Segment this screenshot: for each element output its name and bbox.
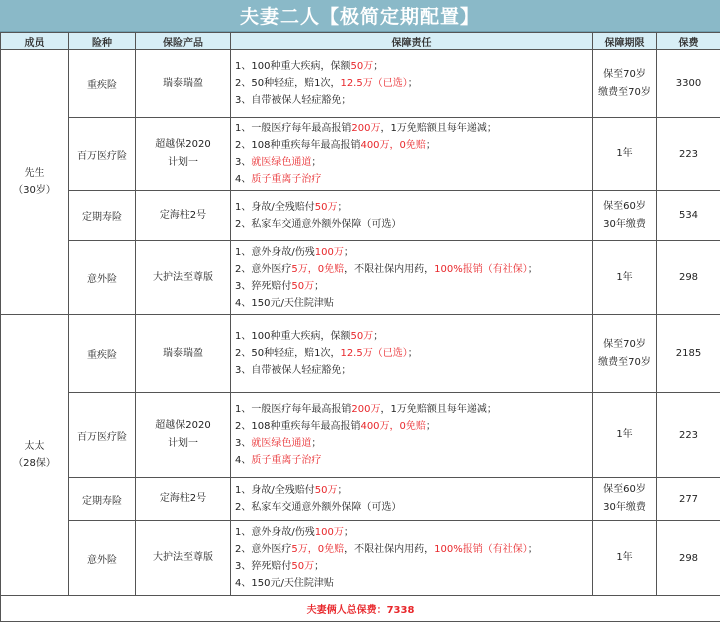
duty-text: 2、意外医疗	[235, 544, 291, 555]
duty-text: 4、	[235, 174, 251, 185]
highlight-text: 200万	[351, 123, 380, 134]
duty-text: 2、108种重疾每年最高报销	[235, 421, 360, 432]
duty-line	[235, 137, 588, 154]
term-line: 保至60岁	[593, 198, 656, 216]
duty-text: ；	[344, 247, 354, 258]
product-name	[136, 393, 231, 478]
insurance-type: 意外险	[69, 241, 136, 315]
highlight-text: 12.5万（已选）	[340, 348, 407, 359]
table-row	[1, 478, 720, 521]
highlight-text: 400万，0免赔	[360, 140, 425, 151]
col-header-duty: 保障责任	[231, 33, 593, 50]
duty-line	[235, 575, 588, 592]
insurance-type: 百万医疗险	[69, 393, 136, 478]
highlight-text: 100%报销（有社保）	[434, 264, 528, 275]
coverage-duty	[231, 241, 593, 315]
duty-text: 3、	[235, 438, 251, 449]
duty-line	[235, 541, 588, 558]
product-name: 大护法至尊版	[136, 521, 231, 596]
premium-value: 223	[657, 393, 720, 478]
table-row	[1, 50, 720, 118]
coverage-term	[593, 393, 657, 478]
duty-text: ；	[408, 348, 418, 359]
coverage-duty	[231, 50, 593, 118]
duty-line	[235, 524, 588, 541]
duty-text: ；	[426, 140, 436, 151]
page-title: 夫妻二人【极简定期配置】	[0, 0, 720, 32]
term-line: 1年	[593, 145, 656, 163]
duty-text: 1、身故/全残赔付	[235, 485, 315, 496]
coverage-term	[593, 241, 657, 315]
premium-value: 223	[657, 118, 720, 191]
duty-text: ；	[314, 281, 324, 292]
duty-line	[235, 482, 588, 499]
duty-line	[235, 452, 588, 469]
coverage-term	[593, 478, 657, 521]
duty-text: 2、意外医疗	[235, 264, 291, 275]
premium-value: 277	[657, 478, 720, 521]
highlight-text: 200万	[351, 404, 380, 415]
premium-value: 298	[657, 521, 720, 596]
table-row	[1, 315, 720, 393]
product-line: 计划一	[136, 154, 230, 172]
product-name: 定海柱2号	[136, 478, 231, 521]
duty-text: 1、身故/全残赔付	[235, 202, 315, 213]
table-row	[1, 241, 720, 315]
duty-line	[235, 199, 588, 216]
duty-text: 3、自带被保人轻症豁免；	[235, 95, 351, 106]
table-row	[1, 118, 720, 191]
highlight-text: 50万	[350, 61, 373, 72]
table-row	[1, 521, 720, 596]
duty-line	[235, 328, 588, 345]
insurance-type: 定期寿险	[69, 478, 136, 521]
insurance-type: 定期寿险	[69, 191, 136, 241]
product-name: 大护法至尊版	[136, 241, 231, 315]
coverage-term	[593, 118, 657, 191]
duty-line	[235, 216, 588, 233]
term-line: 1年	[593, 549, 656, 567]
product-line: 计划一	[136, 435, 230, 453]
duty-line	[235, 75, 588, 92]
duty-text: 3、自带被保人轻症豁免；	[235, 365, 351, 376]
term-line: 缴费至70岁	[593, 84, 656, 102]
duty-text: 2、私家车交通意外额外保障（可选）	[235, 219, 401, 230]
duty-line	[235, 92, 588, 109]
highlight-text: 50万	[315, 202, 338, 213]
highlight-text: 400万，0免赔	[360, 421, 425, 432]
term-line: 1年	[593, 426, 656, 444]
member-name: 先生	[1, 165, 68, 182]
duty-text: 1、100种重大疾病，保额	[235, 331, 350, 342]
col-header-premium: 保费	[657, 33, 720, 50]
total-row	[1, 596, 720, 622]
highlight-text: 100万	[315, 527, 344, 538]
duty-text: 1、一般医疗每年最高报销	[235, 404, 351, 415]
product-name: 瑞泰瑞盈	[136, 50, 231, 118]
insurance-type: 重疾险	[69, 50, 136, 118]
duty-text: 4、	[235, 455, 251, 466]
term-line: 保至60岁	[593, 481, 656, 499]
duty-line	[235, 435, 588, 452]
coverage-term	[593, 315, 657, 393]
duty-text: 1、意外身故/伤残	[235, 247, 315, 258]
term-line: 保至70岁	[593, 336, 656, 354]
insurance-type: 重疾险	[69, 315, 136, 393]
highlight-text: 质子重离子治疗	[251, 174, 321, 185]
table-row	[1, 393, 720, 478]
coverage-duty	[231, 191, 593, 241]
term-line: 1年	[593, 269, 656, 287]
col-header-product: 保险产品	[136, 33, 231, 50]
duty-line	[235, 295, 588, 312]
product-line: 超越保2020	[136, 417, 230, 435]
highlight-text: 就医绿色通道	[251, 438, 311, 449]
member-cell	[1, 50, 69, 315]
duty-line	[235, 244, 588, 261]
coverage-term	[593, 521, 657, 596]
duty-text: 2、私家车交通意外额外保障（可选）	[235, 502, 401, 513]
duty-line	[235, 418, 588, 435]
coverage-duty	[231, 118, 593, 191]
duty-text: 3、猝死赔付	[235, 561, 291, 572]
member-cell	[1, 315, 69, 596]
duty-text: 1、意外身故/伤残	[235, 527, 315, 538]
highlight-text: 质子重离子治疗	[251, 455, 321, 466]
total-premium: 夫妻俩人总保费：7338	[1, 596, 720, 622]
coverage-term	[593, 191, 657, 241]
col-header-term: 保障期限	[593, 33, 657, 50]
duty-text: ，不限社保内用药，	[344, 544, 434, 555]
duty-text: ，1万免赔额且每年递减；	[380, 404, 496, 415]
term-line: 30年缴费	[593, 216, 656, 234]
duty-line	[235, 120, 588, 137]
duty-text: 4、150元/天住院津贴	[235, 578, 334, 589]
highlight-text: 就医绿色通道	[251, 157, 311, 168]
column-header-row	[1, 33, 720, 50]
premium-value: 2185	[657, 315, 720, 393]
product-name	[136, 118, 231, 191]
term-line: 缴费至70岁	[593, 354, 656, 372]
insurance-type: 意外险	[69, 521, 136, 596]
product-name: 定海柱2号	[136, 191, 231, 241]
member-age: （30岁）	[1, 182, 68, 199]
duty-text: 3、	[235, 157, 251, 168]
duty-text: ，1万免赔额且每年递减；	[380, 123, 496, 134]
duty-line	[235, 261, 588, 278]
highlight-text: 50万	[291, 281, 314, 292]
product-line: 超越保2020	[136, 136, 230, 154]
highlight-text: 50万	[291, 561, 314, 572]
duty-text: 4、150元/天住院津贴	[235, 298, 334, 309]
duty-text: ，不限社保内用药，	[344, 264, 434, 275]
duty-text: ；	[337, 485, 347, 496]
member-name: 太太	[1, 438, 68, 455]
highlight-text: 5万，0免赔	[291, 544, 344, 555]
duty-line	[235, 401, 588, 418]
col-header-type: 险种	[69, 33, 136, 50]
duty-text: 2、108种重疾每年最高报销	[235, 140, 360, 151]
product-name: 瑞泰瑞盈	[136, 315, 231, 393]
coverage-duty	[231, 521, 593, 596]
duty-text: ；	[373, 331, 383, 342]
term-line: 30年缴费	[593, 499, 656, 517]
duty-line	[235, 499, 588, 516]
insurance-type: 百万医疗险	[69, 118, 136, 191]
duty-text: ；	[314, 561, 324, 572]
highlight-text: 50万	[315, 485, 338, 496]
highlight-text: 100%报销（有社保）	[434, 544, 528, 555]
table-row	[1, 191, 720, 241]
duty-line	[235, 278, 588, 295]
duty-text: 3、猝死赔付	[235, 281, 291, 292]
duty-text: ；	[528, 544, 538, 555]
duty-text: ；	[344, 527, 354, 538]
highlight-text: 50万	[350, 331, 373, 342]
highlight-text: 5万，0免赔	[291, 264, 344, 275]
premium-value: 298	[657, 241, 720, 315]
duty-text: ；	[311, 157, 321, 168]
duty-text: 2、50种轻症，赔1次，	[235, 78, 340, 89]
highlight-text: 12.5万（已选）	[340, 78, 407, 89]
premium-value: 534	[657, 191, 720, 241]
duty-text: ；	[373, 61, 383, 72]
coverage-duty	[231, 478, 593, 521]
term-line: 保至70岁	[593, 66, 656, 84]
duty-line	[235, 171, 588, 188]
duty-text: 2、50种轻症，赔1次，	[235, 348, 340, 359]
col-header-member: 成员	[1, 33, 69, 50]
duty-line	[235, 558, 588, 575]
duty-text: ；	[311, 438, 321, 449]
duty-text: ；	[426, 421, 436, 432]
duty-line	[235, 362, 588, 379]
coverage-duty	[231, 315, 593, 393]
duty-text: ；	[408, 78, 418, 89]
plan-table	[0, 32, 720, 622]
duty-text: ；	[528, 264, 538, 275]
member-age: （28保）	[1, 455, 68, 472]
duty-line	[235, 58, 588, 75]
highlight-text: 100万	[315, 247, 344, 258]
duty-line	[235, 345, 588, 362]
duty-text: 1、一般医疗每年最高报销	[235, 123, 351, 134]
duty-text: 1、100种重大疾病，保额	[235, 61, 350, 72]
coverage-term	[593, 50, 657, 118]
duty-line	[235, 154, 588, 171]
duty-text: ；	[337, 202, 347, 213]
coverage-duty	[231, 393, 593, 478]
premium-value: 3300	[657, 50, 720, 118]
